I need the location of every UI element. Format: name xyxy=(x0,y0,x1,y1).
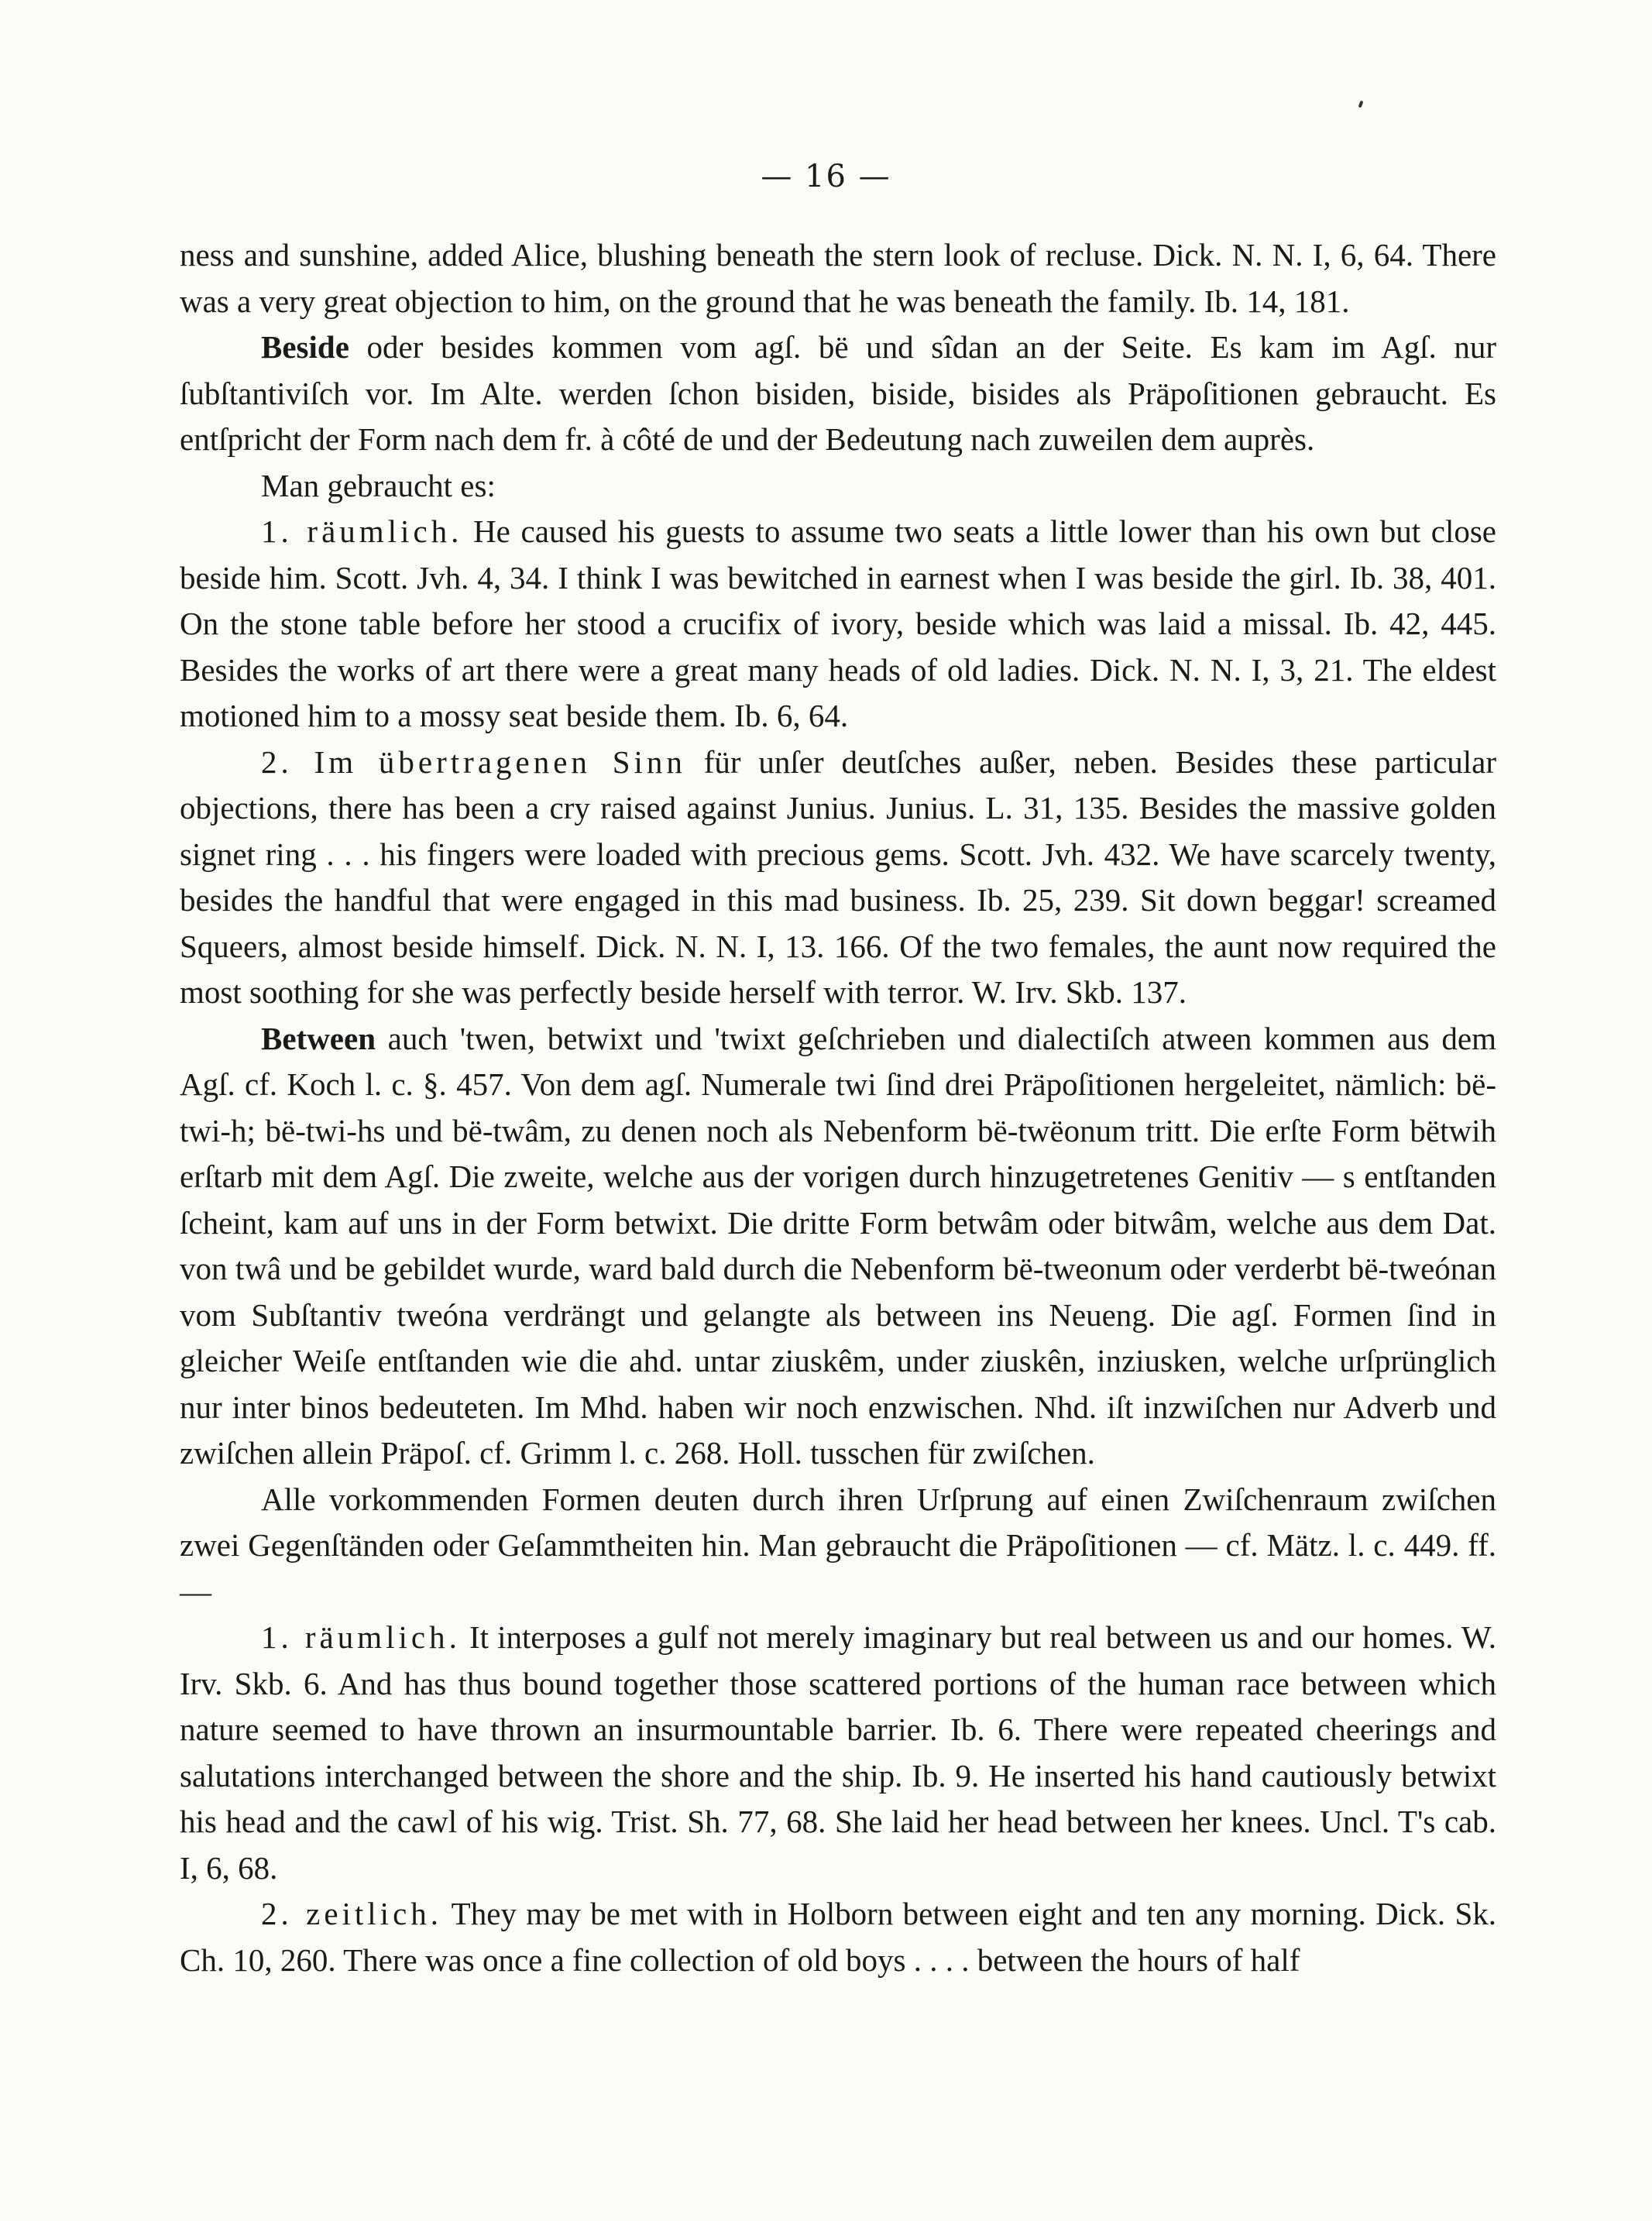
paragraph-between-temporal xyxy=(180,1891,1496,1983)
paragraph-text: oder besides kommen vom agſ. bë und sîdan an der Seite. Es kam im Agſ. nur ſubſtantiviſch vor. Im Alte. werden ſchon bisiden, biside, bisides als Präpoſitionen gebraucht. Es entſpricht der Form nach dem fr. à côté de und der Bedeutung nach zuweilen dem auprès. xyxy=(180,329,1497,457)
paragraph-usage-intro xyxy=(180,463,1496,510)
paragraph-beside-figurative xyxy=(180,740,1496,1016)
paragraph-continuation xyxy=(180,232,1496,324)
subheading-temporal: 2. zeitlich. xyxy=(261,1896,443,1931)
keyword-between: Between xyxy=(261,1020,376,1056)
paragraph-between-meaning xyxy=(180,1477,1496,1615)
paragraph-between xyxy=(180,1016,1496,1477)
keyword-beside: Beside xyxy=(261,329,349,365)
paragraph-beside xyxy=(180,324,1496,463)
paragraph-text: Alle vorkommenden Formen deuten durch ihren Urſprung auf einen Zwiſchenraum zwiſchen zwei Gegenſtänden oder Geſammtheiten hin. Man gebraucht die Präpoſitionen — cf. Mätz. l. c. 449. ff. — xyxy=(180,1481,1496,1609)
subheading-spatial: 1. räumlich. xyxy=(261,513,463,549)
paragraph-text: It interposes a gulf not merely imaginary but real between us and our homes. W. Irv. Skb. 6. And has thus bound together those scattered portions of the human race between which nature seemed to have thrown an insurmountable barrier. Ib. 6. There were repeated cheerings and salutations interchanged between the shore and the ship. Ib. 9. He inserted his hand cautiously betwixt his head and the cawl of his wig. Trist. Sh. 77, 68. She laid her head between her knees. Uncl. T's cab. I, 6, 68. xyxy=(180,1619,1496,1886)
paragraph-text: für unſer deutſches außer, neben. Besides these particular objections, there has been a cry raised against Junius. Junius. L. 31, 135. Besides the massive golden signet ring . . . his fingers were loaded with precious gems. Scott. Jvh. 432. We have scarcely twenty, besides the handful that were engaged in this mad business. Ib. 25, 239. Sit down beggar! screamed Squeers, almost beside himself. Dick. N. N. I, 13. 166. Of the two females, the aunt now required the most soothing for she was perfectly beside herself with terror. W. Irv. Skb. 137. xyxy=(180,743,1497,1010)
page-number: — 16 — xyxy=(761,159,891,194)
body-text xyxy=(180,232,1496,1983)
paragraph-text: auch 'twen, betwixt und 'twixt geſchrieben und dialectiſch atween kommen aus dem Agſ. cf. Koch l. c. §. 457. Von dem agſ. Numerale twi ſind drei Präpoſitionen hergeleitet, nämlich: bë-twi-h; bë-twi-hs und bë-twâm, zu denen noch als Nebenform bë-twëonum tritt. Die erſte Form bëtwih erſtarb mit dem Agſ. Die zweite, welche aus der vorigen durch hinzugetretenes Genitiv — s entſtanden ſcheint, kam auf uns in der Form betwixt. Die dritte Form betwâm oder bitwâm, welche aus dem Dat. von twâ und be gebildet wurde, ward bald durch die Nebenform bë-tweonum oder verderbt bë-tweónan vom Subſtantiv tweóna verdrängt und gelangte als between ins Neueng. Die agſ. Formen ſind in gleicher Weiſe entſtanden wie die ahd. untar ziuskêm, under ziuskên, inziusken, welche urſprünglich nur inter binos bedeuteten. Im Mhd. haben wir noch enzwischen. Nhd. iſt inzwiſchen nur Adverb und zwiſchen allein Präpoſ. cf. Grimm l. c. 268. Holl. tusschen für zwiſchen. xyxy=(180,1020,1497,1471)
paragraph-text: Man gebraucht es: xyxy=(261,467,496,503)
paragraph-text: They may be met with in Holborn between eight and ten any morning. Dick. Sk. Ch. 10, 260. There was once a fine collection of old boys . . . . between the hours of half xyxy=(180,1896,1496,1978)
paragraph-between-spatial xyxy=(180,1615,1496,1891)
subheading-figurative: 2. Im übertragenen Sinn xyxy=(261,743,686,780)
paragraph-beside-spatial xyxy=(180,509,1496,740)
dust-speck xyxy=(1358,101,1364,108)
paragraph-text: ness and sunshine, added Alice, blushing beneath the stern look of recluse. Dick. N. N. I, 6, 64. There was a very great objection to him, on the ground that he was beneath the family. Ib. 14, 181. xyxy=(180,237,1496,319)
subheading-spatial: 1. räumlich. xyxy=(261,1619,461,1655)
paragraph-text: He caused his guests to assume two seats a little lower than his own but close beside him. Scott. Jvh. 4, 34. I think I was bewitched in earnest when I was beside the girl. Ib. 38, 401. On the stone table before her stood a crucifix of ivory, beside which was laid a missal. Ib. 42, 445. Besides the works of art there were a great many heads of old ladies. Dick. N. N. I, 3, 21. The eldest motioned him to a mossy seat beside them. Ib. 6, 64. xyxy=(180,513,1496,733)
